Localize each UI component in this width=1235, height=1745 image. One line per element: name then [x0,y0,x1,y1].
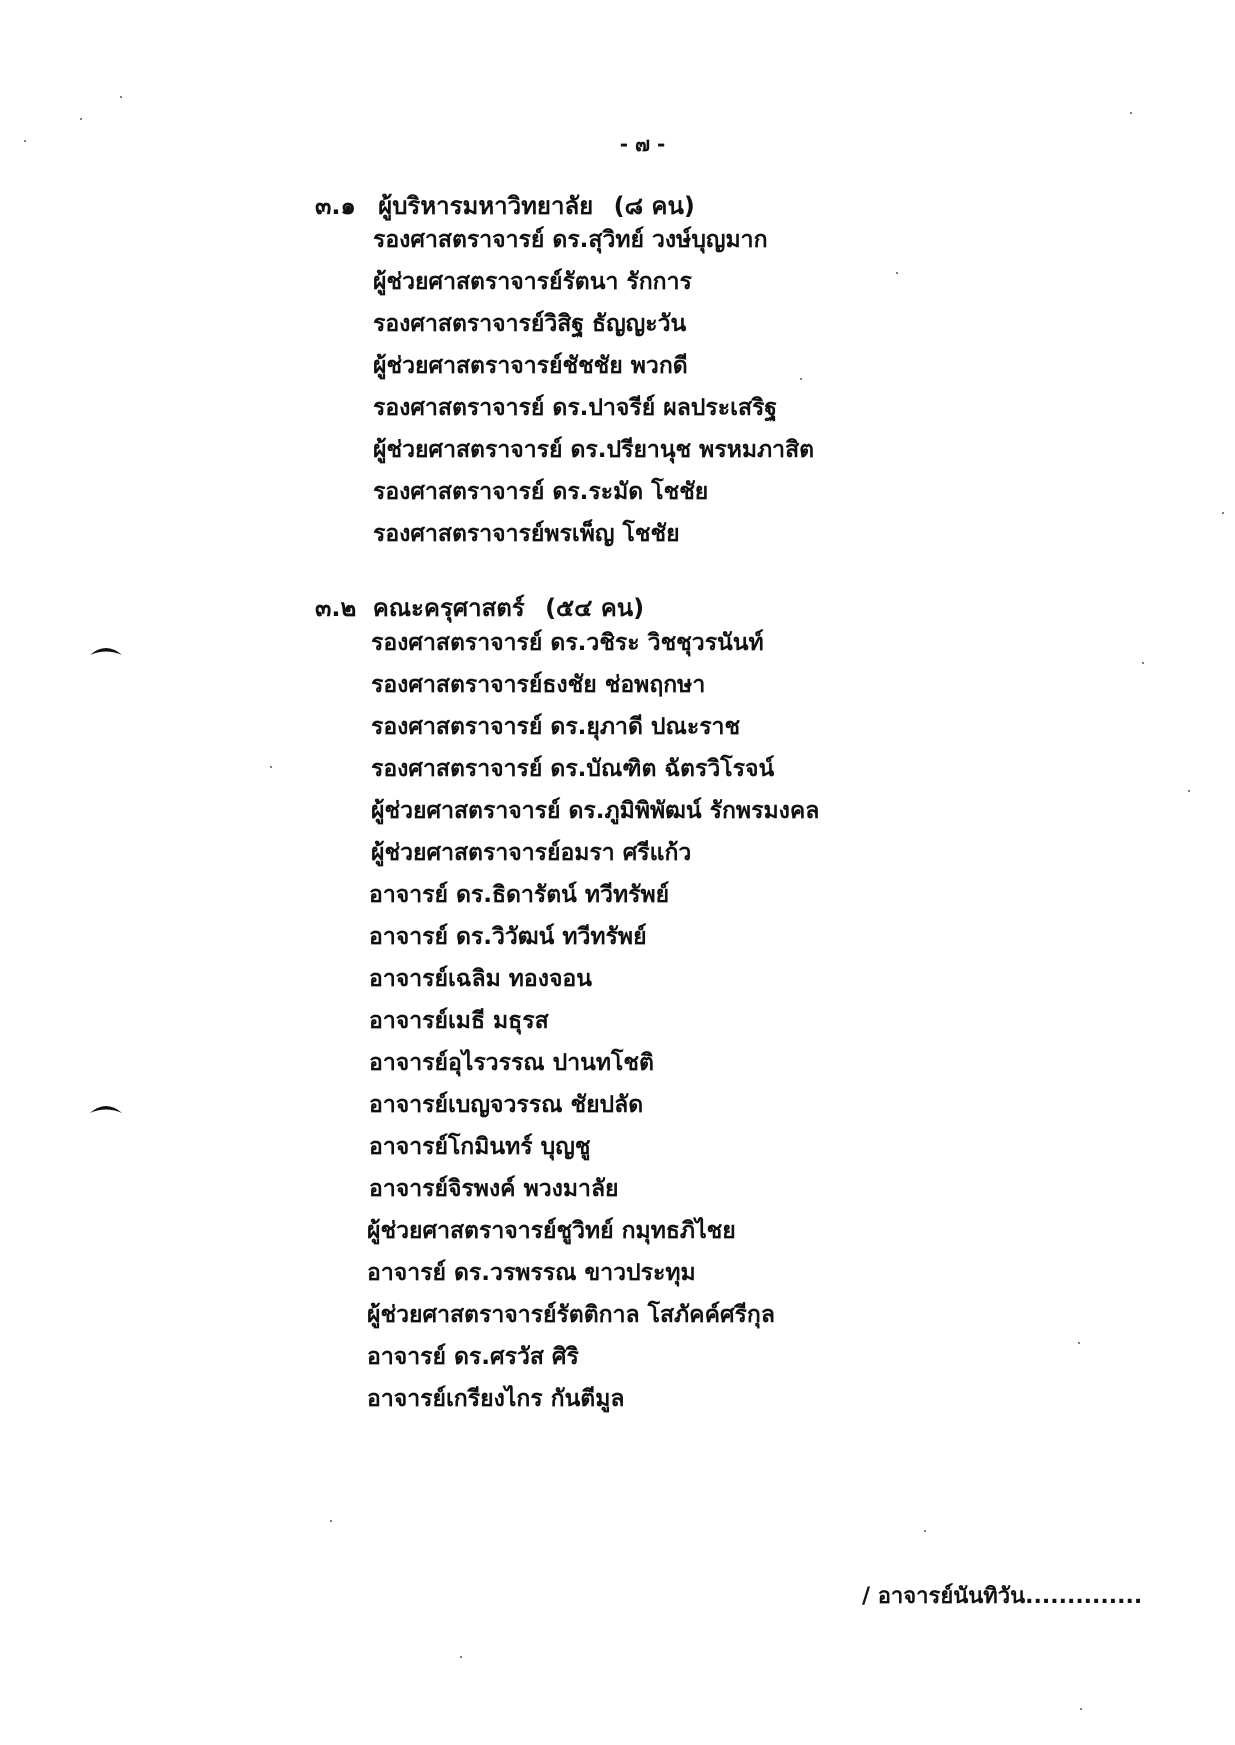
list-item: ผู้ช่วยศาสตราจารย์ชัชชัย พวกดี [373,353,688,379]
list-item: อาจารย์เกรียงไกร กันตีมูล [367,1386,625,1412]
scan-speck [800,378,802,380]
list-item: ผู้ช่วยศาสตราจารย์รัตนา รักการ [373,269,692,295]
section-number: ๓.๑ [315,192,356,220]
scan-speck [1222,512,1224,514]
hole-punch-mark [88,644,124,656]
page-number: - ๗ - [619,132,666,156]
list-item: อาจารย์ ดร.วิวัฒน์ ทวีทรัพย์ [369,924,647,950]
list-item: ผู้ช่วยศาสตราจารย์ ดร.ภูมิพิพัฒน์ รักพรมงคล [371,798,820,824]
hole-punch-mark [88,1102,124,1114]
list-item: รองศาสตราจารย์ ดร.บัณฑิต ฉัตรวิโรจน์ [371,756,775,782]
scan-speck [1142,662,1144,664]
list-item: รองศาสตราจารย์พรเพ็ญ โชชัย [373,521,680,547]
list-item: อาจารย์อุไรวรรณ ปานทโชติ [369,1050,654,1076]
list-item: อาจารย์ ดร.ศรวัส ศิริ [367,1344,579,1370]
section-number: ๓.๒ [315,594,357,622]
list-item: ผู้ช่วยศาสตราจารย์ ดร.ปรียานุช พรหมภาสิต [373,437,815,463]
list-item: อาจารย์โกมินทร์ บุญชู [369,1134,591,1160]
scan-speck [1188,790,1190,792]
scan-speck [120,96,122,98]
list-item: อาจารย์ ดร.วรพรรณ ขาวประทุม [367,1260,696,1286]
section-count: (๕๔ คน) [545,594,645,622]
list-item: รองศาสตราจารย์ธงชัย ช่อพฤกษา [371,672,706,698]
section-title: ผู้บริหารมหาวิทยาลัย [378,192,594,220]
list-item: อาจารย์เฉลิม ทองจอน [369,966,592,992]
section-title: คณะครุศาสตร์ [372,594,525,622]
list-item: รองศาสตราจารย์ ดร.ปาจรีย์ ผลประเสริฐ [373,395,778,421]
scan-speck [80,118,82,120]
scan-speck [270,766,272,768]
section-heading-3-1 [315,186,695,225]
list-item: รองศาสตราจารย์วิสิฐ ธัญญะวัน [373,311,687,337]
section-count: (๘ คน) [613,192,695,220]
scan-speck [896,272,898,274]
continuation-note: / อาจารย์นันทิวัน.............. [862,1584,1143,1609]
section-heading-3-2 [315,588,644,627]
list-item: ผู้ช่วยศาสตราจารย์อมรา ศรีแก้ว [371,840,692,866]
list-item: ผู้ช่วยศาสตราจารย์ชูวิทย์ กมุทธภิไชย [367,1218,736,1244]
list-item: รองศาสตราจารย์ ดร.ยุภาดี ปณะราช [371,714,741,740]
list-item: อาจารย์เมธี มธุรส [369,1008,549,1034]
scan-speck [1080,1708,1082,1710]
list-item: รองศาสตราจารย์ ดร.ระมัด โชชัย [373,479,709,505]
scan-speck [460,1656,462,1658]
scan-speck [24,140,26,142]
list-item: รองศาสตราจารย์ ดร.วชิระ วิชชุวรนันท์ [371,630,764,656]
list-item: อาจารย์ ดร.ธิดารัตน์ ทวีทรัพย์ [369,882,670,908]
list-item: อาจารย์จิรพงค์ พวงมาลัย [369,1176,619,1202]
list-item: รองศาสตราจารย์ ดร.สุวิทย์ วงษ์บุญมาก [373,227,768,253]
list-item: ผู้ช่วยศาสตราจารย์รัตติกาล โสภัคค์ศรีกุล [367,1302,775,1328]
scan-speck [1078,1342,1080,1344]
scan-speck [330,1520,332,1522]
list-item: อาจารย์เบญจวรรณ ชัยปลัด [369,1092,644,1118]
scan-speck [924,1530,926,1532]
scan-speck [1130,112,1132,114]
